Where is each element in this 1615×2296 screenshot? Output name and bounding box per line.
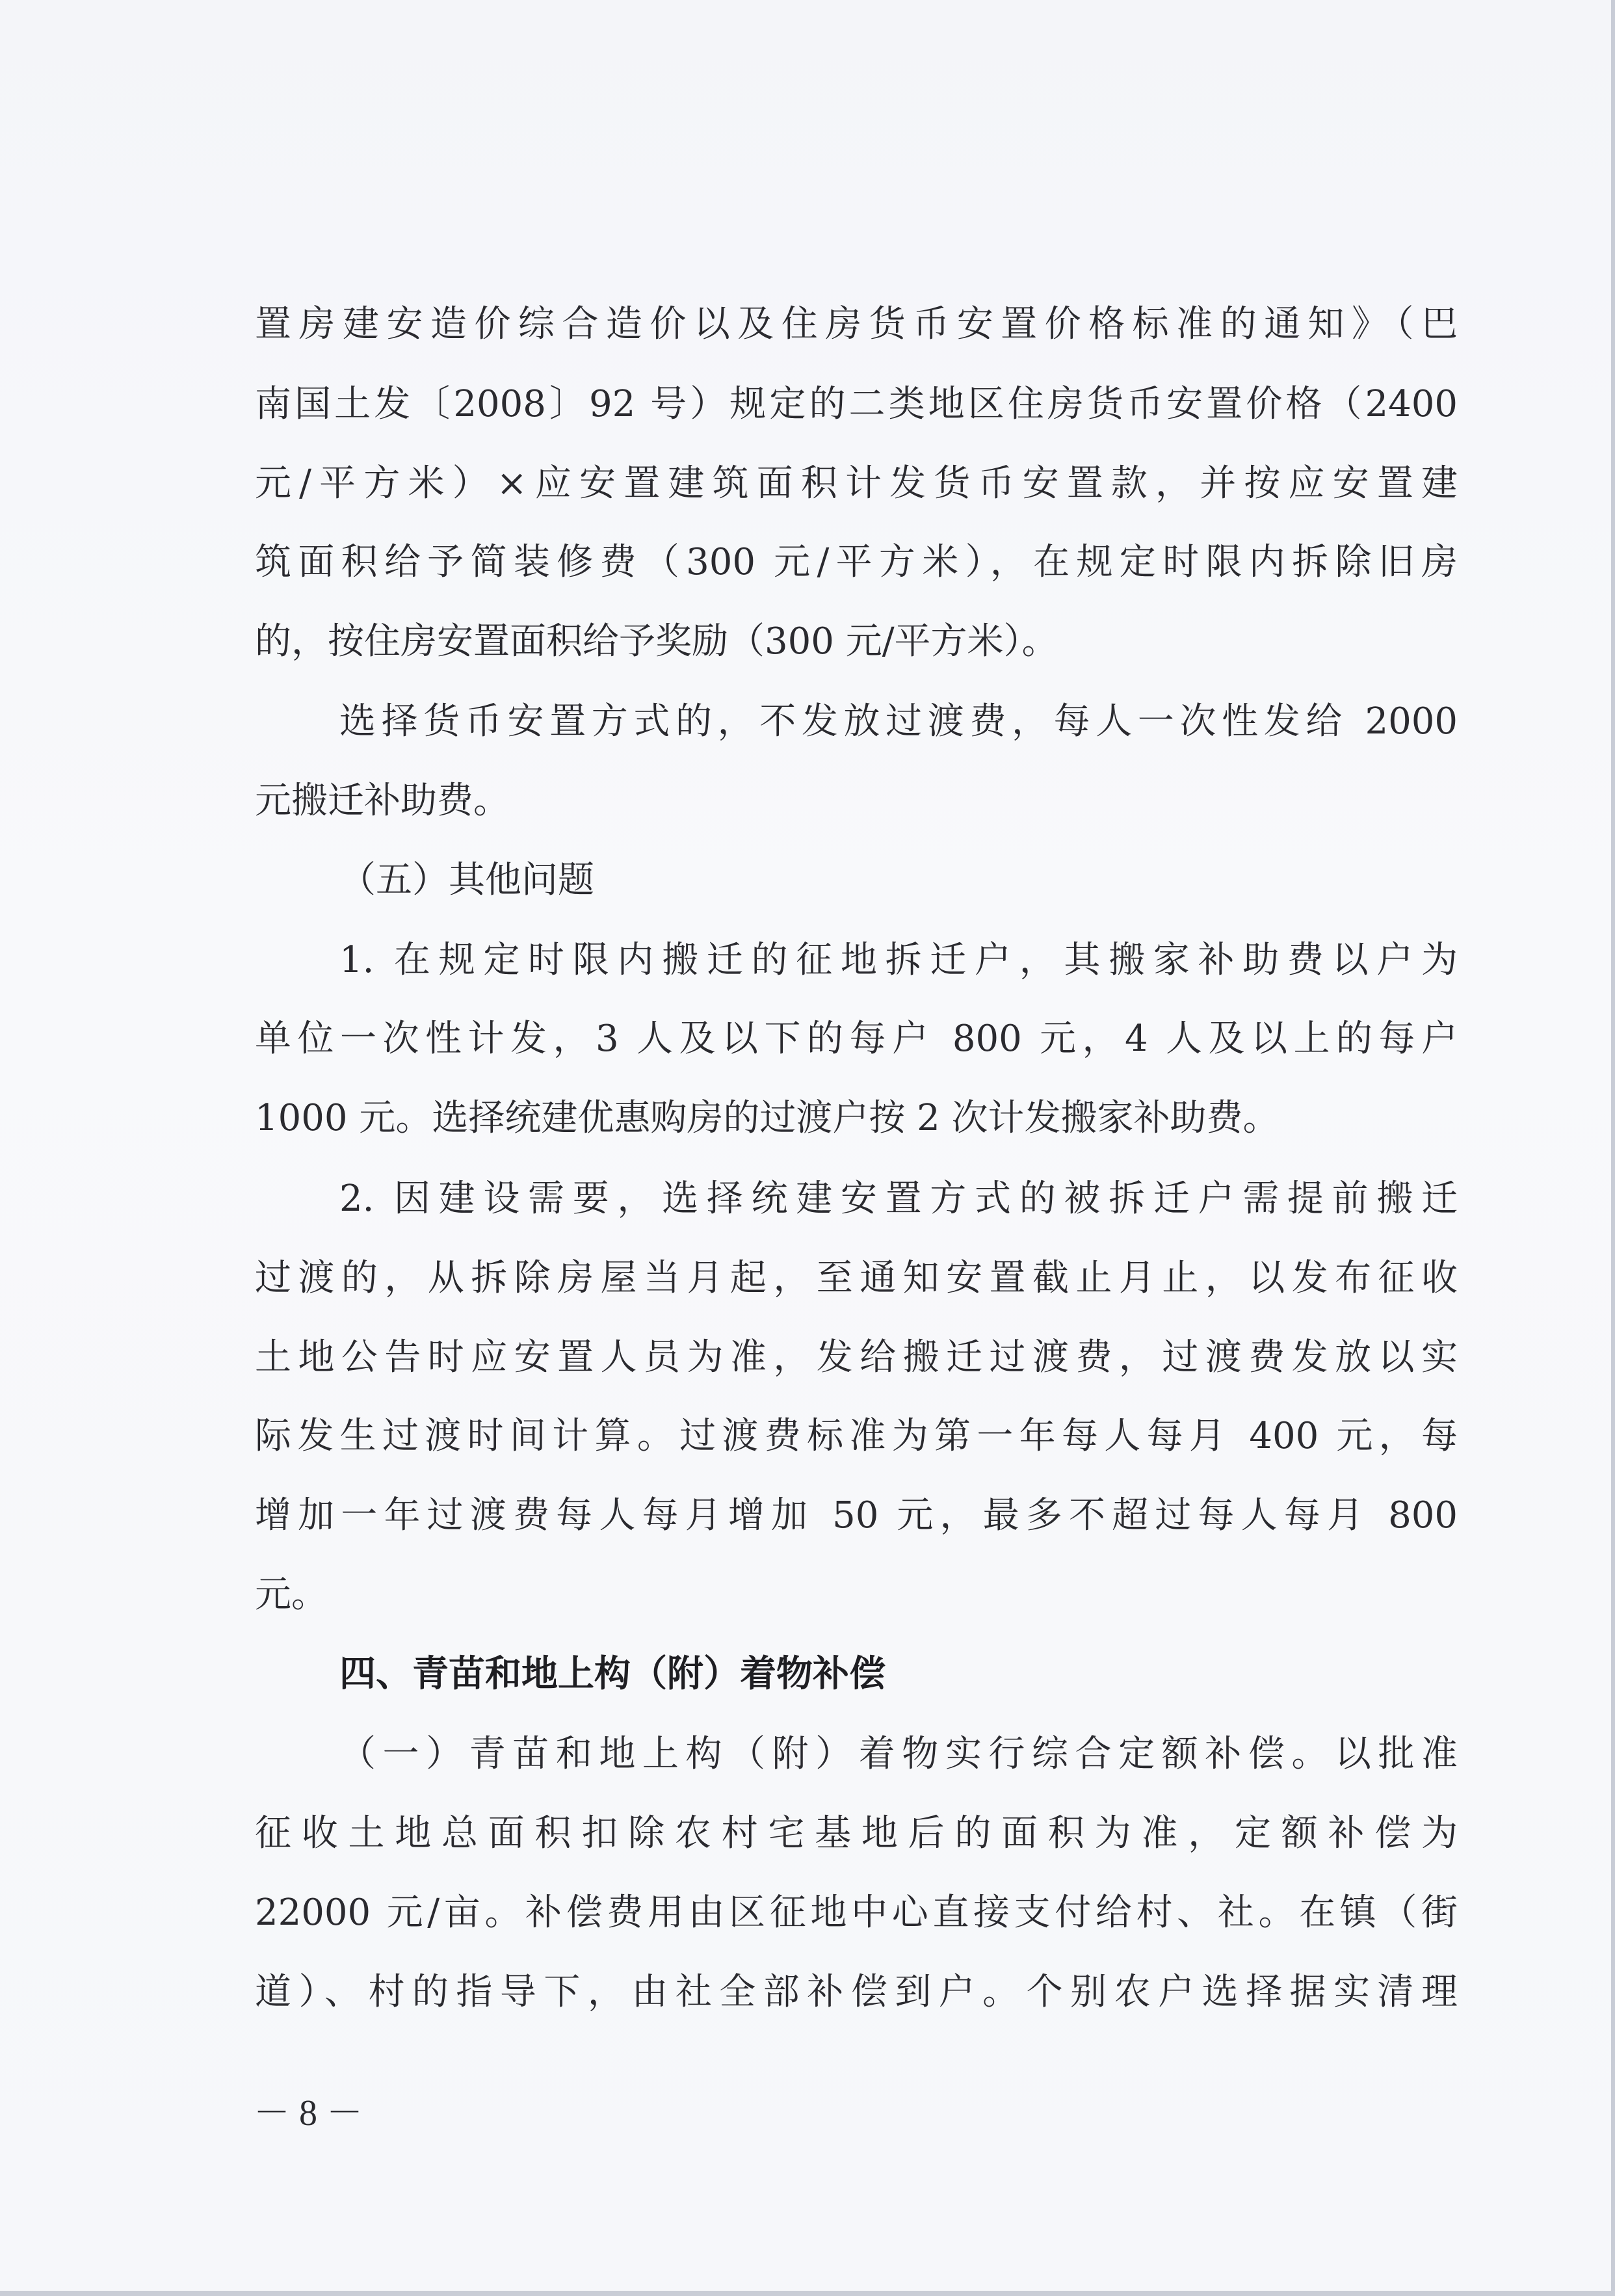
body-line: 增加一年过渡费每人每月增加 50 元，最多不超过每人每月 800	[255, 1494, 1458, 1537]
body-line: 道）、村的指导下，由社全部补偿到户。个别农户选择据实清理	[255, 1971, 1458, 2013]
body-line: 的，按住房安置面积给予奖励（300 元/平方米）。	[255, 620, 1058, 663]
scan-edge-bottom	[0, 2291, 1615, 2296]
body-line: （一）青苗和地上构（附）着物实行综合定额补偿。以批准	[339, 1733, 1458, 1775]
body-line: 1000 元。选择统建优惠购房的过渡户按 2 次计发搬家补助费。	[255, 1097, 1280, 1139]
body-line: 元搬迁补助费。	[255, 780, 510, 822]
body-line: 征收土地总面积扣除农村宅基地后的面积为准，定额补偿为	[255, 1812, 1458, 1854]
body-line: 2. 因建设需要，选择统建安置方式的被拆迁户需提前搬迁	[339, 1178, 1458, 1220]
body-line: 选择货币安置方式的，不发放过渡费，每人一次性发给 2000	[339, 700, 1458, 743]
body-line: 单位一次性计发，3 人及以下的每户 800 元，4 人及以上的每户	[255, 1018, 1458, 1060]
body-line: 置房建安造价综合造价以及住房货币安置价格标准的通知》（巴	[255, 303, 1458, 345]
subsection-heading: （五）其他问题	[339, 859, 594, 901]
page-number: － 8 －	[254, 2093, 363, 2133]
body-line: 22000 元/亩。补偿费用由区征地中心直接支付给村、社。在镇（街	[255, 1892, 1458, 1934]
section-heading: 四、青苗和地上构（附）着物补偿	[339, 1653, 886, 1695]
body-line: 土地公告时应安置人员为准，发给搬迁过渡费，过渡费发放以实	[255, 1336, 1458, 1379]
body-line: 际发生过渡时间计算。过渡费标准为第一年每人每月 400 元，每	[255, 1415, 1458, 1457]
body-line: 元/平方米）×应安置建筑面积计发货币安置款，并按应安置建	[255, 462, 1458, 505]
scan-edge-right	[1611, 0, 1615, 2296]
body-line: 过渡的，从拆除房屋当月起，至通知安置截止月止，以发布征收	[255, 1257, 1458, 1299]
body-line: 1. 在规定时限内搬迁的征地拆迁户，其搬家补助费以户为	[339, 939, 1458, 981]
body-line: 南国土发〔2008〕92 号）规定的二类地区住房货币安置价格（2400	[255, 383, 1458, 425]
body-line: 元。	[255, 1574, 328, 1616]
body-line: 筑面积给予简装修费（300 元/平方米），在规定时限内拆除旧房	[255, 541, 1458, 583]
